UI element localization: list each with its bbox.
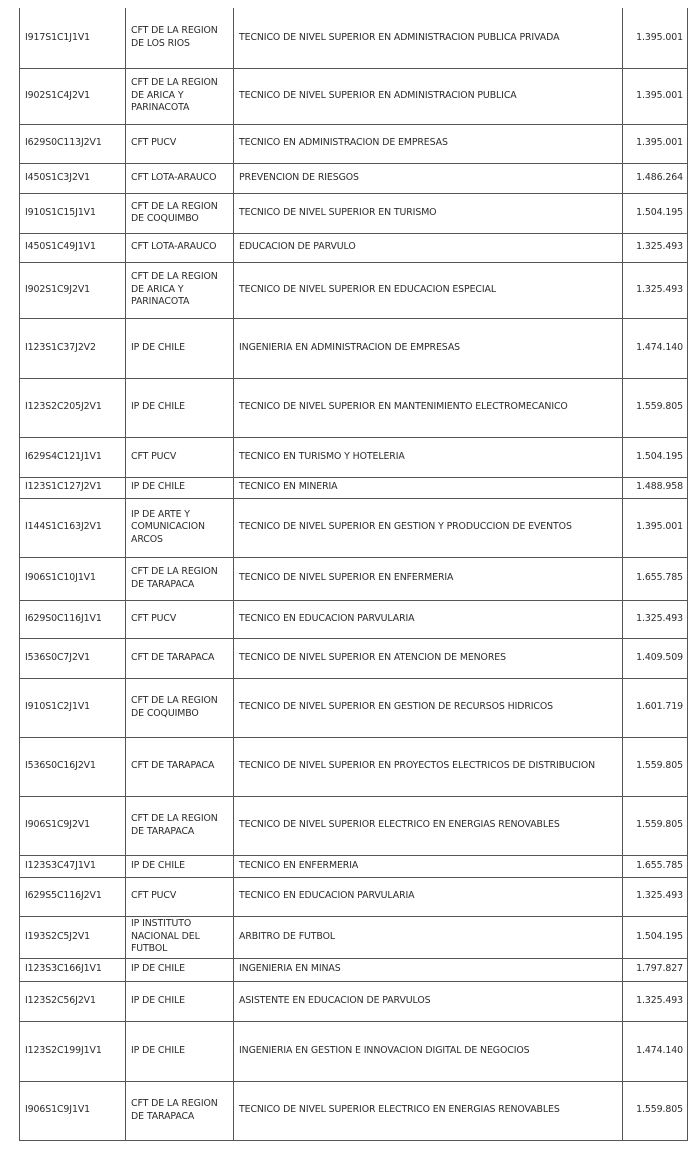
table-row bbox=[20, 678, 688, 737]
amount-cell: 1.488.958 bbox=[623, 477, 688, 498]
institution-cell: CFT PUCV bbox=[126, 437, 234, 477]
table-row bbox=[20, 737, 688, 796]
institution-cell: CFT DE LA REGION DE TARAPACA bbox=[126, 557, 234, 600]
program-name-cell: TECNICO EN ENFERMERIA bbox=[234, 855, 623, 877]
program-code-cell: I629S0C113J2V1 bbox=[20, 124, 126, 163]
program-code-cell: I123S3C47J1V1 bbox=[20, 855, 126, 877]
program-code-cell: I906S1C9J2V1 bbox=[20, 796, 126, 855]
program-name-cell: TECNICO DE NIVEL SUPERIOR EN ENFERMERIA bbox=[234, 557, 623, 600]
program-name-cell: PREVENCION DE RIESGOS bbox=[234, 163, 623, 193]
institution-cell: CFT DE LA REGION DE LOS RIOS bbox=[126, 8, 234, 68]
program-name-cell: TECNICO DE NIVEL SUPERIOR EN GESTION DE RECURSOS HIDRICOS bbox=[234, 678, 623, 737]
program-code-cell: I629S5C116J2V1 bbox=[20, 877, 126, 916]
table-row bbox=[20, 1081, 688, 1140]
amount-cell: 1.325.493 bbox=[623, 262, 688, 318]
amount-cell: 1.395.001 bbox=[623, 8, 688, 68]
program-name-cell: TECNICO DE NIVEL SUPERIOR ELECTRICO EN ENERGIAS RENOVABLES bbox=[234, 1081, 623, 1140]
amount-cell: 1.409.509 bbox=[623, 638, 688, 678]
program-code-cell: I917S1C1J1V1 bbox=[20, 8, 126, 68]
table-body bbox=[20, 8, 688, 1140]
program-code-cell: I450S1C49J1V1 bbox=[20, 233, 126, 262]
institution-cell: CFT PUCV bbox=[126, 124, 234, 163]
table-row bbox=[20, 163, 688, 193]
program-code-cell: I536S0C7J2V1 bbox=[20, 638, 126, 678]
amount-cell: 1.504.195 bbox=[623, 437, 688, 477]
program-name-cell: ARBITRO DE FUTBOL bbox=[234, 916, 623, 958]
program-code-cell: I906S1C10J1V1 bbox=[20, 557, 126, 600]
program-code-cell: I123S2C205J2V1 bbox=[20, 378, 126, 437]
table-row bbox=[20, 600, 688, 638]
program-code-cell: I902S1C4J2V1 bbox=[20, 68, 126, 124]
table-row bbox=[20, 557, 688, 600]
table-row bbox=[20, 638, 688, 678]
amount-cell: 1.559.805 bbox=[623, 737, 688, 796]
amount-cell: 1.325.493 bbox=[623, 877, 688, 916]
program-name-cell: ASISTENTE EN EDUCACION DE PARVULOS bbox=[234, 981, 623, 1021]
table-row bbox=[20, 498, 688, 557]
institution-cell: CFT DE TARAPACA bbox=[126, 638, 234, 678]
program-code-cell: I910S1C15J1V1 bbox=[20, 193, 126, 233]
table-row bbox=[20, 477, 688, 498]
table-row bbox=[20, 958, 688, 981]
amount-cell: 1.395.001 bbox=[623, 68, 688, 124]
program-code-cell: I910S1C2J1V1 bbox=[20, 678, 126, 737]
amount-cell: 1.395.001 bbox=[623, 498, 688, 557]
program-name-cell: TECNICO DE NIVEL SUPERIOR ELECTRICO EN ENERGIAS RENOVABLES bbox=[234, 796, 623, 855]
amount-cell: 1.655.785 bbox=[623, 557, 688, 600]
table-row bbox=[20, 68, 688, 124]
program-code-cell: I123S1C127J2V1 bbox=[20, 477, 126, 498]
program-code-cell: I450S1C3J2V1 bbox=[20, 163, 126, 193]
institution-cell: CFT PUCV bbox=[126, 877, 234, 916]
table-row bbox=[20, 262, 688, 318]
institution-cell: IP DE CHILE bbox=[126, 1021, 234, 1081]
program-code-cell: I536S0C16J2V1 bbox=[20, 737, 126, 796]
program-code-cell: I144S1C163J2V1 bbox=[20, 498, 126, 557]
table-row bbox=[20, 1021, 688, 1081]
program-name-cell: TECNICO EN EDUCACION PARVULARIA bbox=[234, 877, 623, 916]
amount-cell: 1.474.140 bbox=[623, 1021, 688, 1081]
program-code-cell: I123S1C37J2V2 bbox=[20, 318, 126, 378]
table-row bbox=[20, 796, 688, 855]
program-name-cell: TECNICO DE NIVEL SUPERIOR EN GESTION Y PRODUCCION DE EVENTOS bbox=[234, 498, 623, 557]
amount-cell: 1.325.493 bbox=[623, 233, 688, 262]
amount-cell: 1.797.827 bbox=[623, 958, 688, 981]
institution-cell: IP DE CHILE bbox=[126, 477, 234, 498]
amount-cell: 1.504.195 bbox=[623, 193, 688, 233]
institution-cell: IP DE CHILE bbox=[126, 958, 234, 981]
program-code-cell: I123S3C166J1V1 bbox=[20, 958, 126, 981]
program-name-cell: TECNICO DE NIVEL SUPERIOR EN ADMINISTRACION PUBLICA bbox=[234, 68, 623, 124]
table-row bbox=[20, 877, 688, 916]
institution-cell: IP DE CHILE bbox=[126, 855, 234, 877]
program-name-cell: TECNICO DE NIVEL SUPERIOR EN EDUCACION ESPECIAL bbox=[234, 262, 623, 318]
program-code-cell: I629S4C121J1V1 bbox=[20, 437, 126, 477]
table-row bbox=[20, 981, 688, 1021]
program-code-cell: I906S1C9J1V1 bbox=[20, 1081, 126, 1140]
table-row bbox=[20, 318, 688, 378]
program-name-cell: INGENIERIA EN GESTION E INNOVACION DIGITAL DE NEGOCIOS bbox=[234, 1021, 623, 1081]
table-row bbox=[20, 124, 688, 163]
institution-cell: CFT DE LA REGION DE TARAPACA bbox=[126, 796, 234, 855]
table-row bbox=[20, 916, 688, 958]
table-row bbox=[20, 437, 688, 477]
program-name-cell: EDUCACION DE PARVULO bbox=[234, 233, 623, 262]
institution-cell: CFT DE LA REGION DE TARAPACA bbox=[126, 1081, 234, 1140]
program-name-cell: TECNICO EN EDUCACION PARVULARIA bbox=[234, 600, 623, 638]
program-name-cell: TECNICO DE NIVEL SUPERIOR EN TURISMO bbox=[234, 193, 623, 233]
program-code-cell: I123S2C56J2V1 bbox=[20, 981, 126, 1021]
amount-cell: 1.474.140 bbox=[623, 318, 688, 378]
program-name-cell: TECNICO DE NIVEL SUPERIOR EN ATENCION DE MENORES bbox=[234, 638, 623, 678]
program-code-cell: I902S1C9J2V1 bbox=[20, 262, 126, 318]
amount-cell: 1.395.001 bbox=[623, 124, 688, 163]
institution-cell: IP INSTITUTO NACIONAL DEL FUTBOL bbox=[126, 916, 234, 958]
amount-cell: 1.559.805 bbox=[623, 1081, 688, 1140]
institution-cell: IP DE CHILE bbox=[126, 378, 234, 437]
table-row bbox=[20, 233, 688, 262]
institution-cell: CFT DE LA REGION DE ARICA Y PARINACOTA bbox=[126, 68, 234, 124]
institution-cell: CFT LOTA-ARAUCO bbox=[126, 163, 234, 193]
program-name-cell: TECNICO DE NIVEL SUPERIOR EN MANTENIMIENTO ELECTROMECANICO bbox=[234, 378, 623, 437]
institution-cell: IP DE ARTE Y COMUNICACION ARCOS bbox=[126, 498, 234, 557]
table-row bbox=[20, 8, 688, 68]
program-name-cell: TECNICO EN TURISMO Y HOTELERIA bbox=[234, 437, 623, 477]
table-row bbox=[20, 193, 688, 233]
amount-cell: 1.655.785 bbox=[623, 855, 688, 877]
program-name-cell: TECNICO DE NIVEL SUPERIOR EN PROYECTOS ELECTRICOS DE DISTRIBUCION bbox=[234, 737, 623, 796]
institution-cell: CFT DE LA REGION DE COQUIMBO bbox=[126, 678, 234, 737]
amount-cell: 1.486.264 bbox=[623, 163, 688, 193]
program-name-cell: TECNICO DE NIVEL SUPERIOR EN ADMINISTRACION PUBLICA PRIVADA bbox=[234, 8, 623, 68]
program-code-cell: I193S2C5J2V1 bbox=[20, 916, 126, 958]
amount-cell: 1.559.805 bbox=[623, 796, 688, 855]
institution-cell: IP DE CHILE bbox=[126, 981, 234, 1021]
program-code-cell: I629S0C116J1V1 bbox=[20, 600, 126, 638]
institution-cell: CFT DE LA REGION DE ARICA Y PARINACOTA bbox=[126, 262, 234, 318]
amount-cell: 1.325.493 bbox=[623, 600, 688, 638]
amount-cell: 1.601.719 bbox=[623, 678, 688, 737]
amount-cell: 1.559.805 bbox=[623, 378, 688, 437]
table-row bbox=[20, 378, 688, 437]
program-code-cell: I123S2C199J1V1 bbox=[20, 1021, 126, 1081]
institution-cell: IP DE CHILE bbox=[126, 318, 234, 378]
program-name-cell: INGENIERIA EN ADMINISTRACION DE EMPRESAS bbox=[234, 318, 623, 378]
institution-cell: CFT DE LA REGION DE COQUIMBO bbox=[126, 193, 234, 233]
program-name-cell: TECNICO EN MINERIA bbox=[234, 477, 623, 498]
amount-cell: 1.325.493 bbox=[623, 981, 688, 1021]
institution-cell: CFT PUCV bbox=[126, 600, 234, 638]
table-row bbox=[20, 855, 688, 877]
program-name-cell: INGENIERIA EN MINAS bbox=[234, 958, 623, 981]
institution-cell: CFT LOTA-ARAUCO bbox=[126, 233, 234, 262]
amount-cell: 1.504.195 bbox=[623, 916, 688, 958]
program-name-cell: TECNICO EN ADMINISTRACION DE EMPRESAS bbox=[234, 124, 623, 163]
programs-table bbox=[19, 8, 688, 1141]
institution-cell: CFT DE TARAPACA bbox=[126, 737, 234, 796]
